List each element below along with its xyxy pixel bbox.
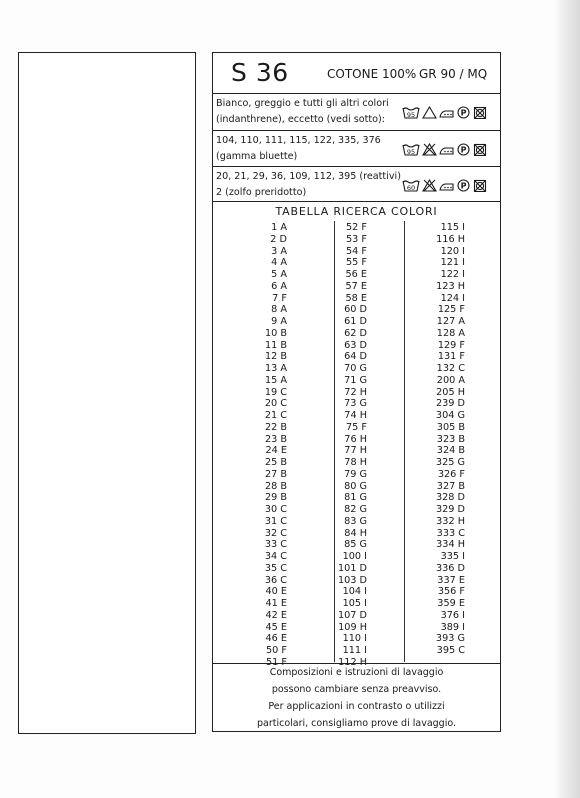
color-code-entry: 336 D — [435, 562, 465, 574]
color-code-entry: 53 F — [346, 233, 367, 245]
color-code-entry: 132 C — [436, 363, 465, 374]
color-code-entry: 85 G — [344, 539, 367, 551]
color-code-entry: 329 D — [435, 504, 465, 515]
color-code-entry: 337 E — [437, 574, 465, 586]
color-code-entry: 11 B — [264, 339, 287, 351]
care-line: 104, 110, 111, 115, 122, 335, 376 — [216, 135, 381, 146]
color-code-entry: 323 B — [436, 433, 465, 445]
color-code-entry: 4 A — [271, 257, 287, 269]
color-code-entry: 2 D — [270, 233, 287, 245]
color-code-entry: 5 A — [271, 269, 287, 280]
color-code-entry: 389 I — [440, 621, 465, 633]
care-row-1 — [213, 94, 500, 131]
color-column-2 — [313, 222, 367, 669]
color-code-entry: 376 I — [440, 609, 465, 621]
svg-text:P: P — [460, 181, 467, 191]
dry-clean-p-icon — [456, 179, 471, 192]
color-column-1 — [227, 222, 287, 669]
color-code-entry: 335 I — [440, 551, 465, 562]
color-code-entry: 104 I — [342, 586, 367, 598]
color-code-entry: 76 H — [344, 433, 367, 445]
color-code-entry: 333 C — [436, 527, 465, 539]
color-code-entry: 34 C — [264, 551, 287, 562]
iron-icon — [439, 143, 454, 156]
color-code-entry: 115 I — [440, 222, 465, 233]
fabric-code: S 36 — [231, 58, 289, 87]
fabric-composition: COTONE 100% — [327, 67, 417, 81]
color-table-title: TABELLA RICERCA COLORI — [275, 205, 438, 218]
color-code-entry: 29 B — [264, 492, 287, 504]
color-lookup-table — [213, 202, 500, 668]
care-symbols-2 — [402, 143, 488, 156]
color-code-entry: 239 D — [435, 398, 465, 410]
color-code-entry: 124 I — [440, 292, 465, 304]
color-code-entry: 7 F — [272, 292, 287, 304]
disclaimer-line: Per applicazioni in contrasto o utilizzi — [268, 701, 445, 712]
color-code-entry: 61 D — [344, 316, 367, 327]
color-code-entry: 334 H — [436, 539, 465, 551]
fabric-weight: GR 90 / MQ — [419, 67, 488, 81]
color-code-entry: 112 H — [338, 656, 367, 668]
svg-text:P: P — [460, 145, 467, 155]
color-code-entry: 19 C — [264, 386, 287, 398]
color-code-entry: 56 E — [345, 269, 367, 280]
page-edge-shadow — [554, 0, 580, 798]
color-code-entry: 356 F — [437, 586, 465, 598]
color-code-entry: 326 F — [437, 468, 465, 480]
color-code-entry: 32 C — [264, 527, 287, 539]
color-code-entry: 110 I — [342, 633, 367, 645]
dry-clean-p-icon — [456, 143, 471, 156]
color-code-entry: 305 B — [436, 421, 465, 433]
color-code-entry: 60 D — [344, 304, 367, 316]
color-code-entry: 109 H — [338, 621, 367, 633]
color-code-entry: 57 E — [345, 280, 367, 292]
color-code-entry: 58 E — [345, 292, 367, 304]
care-row-3-text — [216, 169, 401, 201]
color-code-entry: 55 F — [346, 257, 367, 269]
color-code-entry: 395 C — [436, 645, 465, 656]
svg-text:P: P — [460, 108, 467, 118]
color-code-entry: 123 H — [436, 280, 465, 292]
color-code-entry: 71 G — [344, 374, 367, 386]
color-code-entry: 20 C — [264, 398, 287, 410]
color-code-entry: 33 C — [264, 539, 287, 551]
color-code-entry: 51 F — [266, 656, 287, 668]
color-code-entry: 23 B — [264, 433, 287, 445]
color-code-entry: 103 D — [337, 574, 367, 586]
disclaimer-line: Composizioni e istruzioni di lavaggio — [269, 667, 444, 678]
color-code-entry: 52 F — [346, 222, 367, 233]
card-header — [213, 53, 500, 94]
color-code-entry: 359 E — [437, 598, 465, 609]
color-code-entry: 8 A — [271, 304, 287, 316]
no-bleach-icon — [422, 179, 437, 192]
no-bleach-icon — [422, 143, 437, 156]
color-code-entry: 325 G — [435, 457, 465, 468]
color-code-entry: 54 F — [346, 245, 367, 257]
svg-text:95: 95 — [406, 148, 416, 156]
care-row-1-text — [216, 96, 389, 128]
iron-icon — [439, 179, 454, 192]
color-code-entry: 42 E — [265, 609, 287, 621]
color-column-3 — [403, 222, 465, 657]
svg-text:95: 95 — [406, 111, 416, 119]
color-code-entry: 36 C — [264, 574, 287, 586]
disclaimer-footer — [213, 664, 500, 732]
color-code-entry: 125 F — [437, 304, 465, 316]
no-tumble-dry-icon — [473, 179, 488, 192]
care-line: (indanthrene), eccetto (vedi sotto): — [216, 114, 386, 125]
color-code-entry: 10 B — [264, 327, 287, 339]
care-symbols-3 — [402, 179, 488, 192]
color-code-entry: 332 H — [436, 515, 465, 527]
color-code-entry: 81 G — [344, 492, 367, 504]
color-code-entry: 304 G — [435, 410, 465, 421]
color-code-entry: 200 A — [436, 374, 465, 386]
care-row-2-text — [216, 133, 381, 165]
color-code-entry: 21 C — [264, 410, 287, 421]
color-code-entry: 393 G — [435, 633, 465, 645]
color-code-entry: 83 G — [344, 515, 367, 527]
color-code-entry: 41 E — [265, 598, 287, 609]
color-code-entry: 128 A — [436, 327, 465, 339]
color-code-entry: 30 C — [264, 504, 287, 515]
disclaimer-line: possono cambiare senza preavviso. — [271, 684, 442, 695]
color-code-entry: 127 A — [436, 316, 465, 327]
color-code-entry: 105 I — [342, 598, 367, 609]
bleach-allowed-icon — [422, 106, 437, 119]
dry-clean-p-icon — [456, 106, 471, 119]
color-code-entry: 46 E — [265, 633, 287, 645]
color-code-entry: 78 H — [344, 457, 367, 468]
wash-95-icon — [402, 106, 420, 119]
color-code-entry: 120 I — [440, 245, 465, 257]
color-code-entry: 84 H — [344, 527, 367, 539]
color-code-entry: 28 B — [264, 480, 287, 492]
fabric-spec-card — [212, 52, 501, 732]
color-code-entry: 205 H — [436, 386, 465, 398]
color-code-entry: 63 D — [344, 339, 367, 351]
color-code-entry: 327 B — [436, 480, 465, 492]
care-line: Bianco, greggio e tutti gli altri colori — [216, 98, 389, 109]
care-line: 2 (zolfo preridotto) — [216, 187, 307, 198]
color-code-entry: 111 I — [342, 645, 367, 656]
color-code-entry: 22 B — [264, 421, 287, 433]
color-code-entry: 74 H — [344, 410, 367, 421]
color-code-entry: 80 G — [344, 480, 367, 492]
wash-95-icon — [402, 143, 420, 156]
care-symbols-1 — [402, 106, 488, 119]
no-tumble-dry-icon — [473, 106, 488, 119]
color-code-entry: 13 A — [264, 363, 287, 374]
color-code-entry: 121 I — [440, 257, 465, 269]
color-code-entry: 122 I — [440, 269, 465, 280]
color-code-entry: 9 A — [271, 316, 287, 327]
left-blank-panel — [18, 52, 196, 734]
color-code-entry: 79 G — [344, 468, 367, 480]
color-code-entry: 3 A — [271, 245, 287, 257]
color-code-entry: 70 G — [344, 363, 367, 374]
color-code-entry: 50 F — [266, 645, 287, 656]
wash-60-icon — [402, 179, 420, 192]
color-code-entry: 72 H — [344, 386, 367, 398]
color-code-entry: 12 B — [264, 351, 287, 363]
color-code-entry: 131 F — [437, 351, 465, 363]
color-code-entry: 64 D — [344, 351, 367, 363]
color-code-entry: 25 B — [264, 457, 287, 468]
color-code-entry: 6 A — [271, 280, 287, 292]
iron-icon — [439, 106, 454, 119]
color-code-entry: 15 A — [264, 374, 287, 386]
color-code-entry: 77 H — [344, 445, 367, 457]
color-code-entry: 24 E — [265, 445, 287, 457]
no-tumble-dry-icon — [473, 143, 488, 156]
color-code-entry: 100 I — [342, 551, 367, 562]
color-code-entry: 107 D — [337, 609, 367, 621]
care-line: 20, 21, 29, 36, 109, 112, 395 (reattivi) — [216, 171, 401, 182]
care-row-2 — [213, 131, 500, 167]
color-code-entry: 31 C — [264, 515, 287, 527]
color-code-entry: 75 F — [346, 421, 367, 433]
care-line: (gamma bluette) — [216, 151, 298, 162]
color-code-entry: 27 B — [264, 468, 287, 480]
color-code-entry: 101 D — [337, 562, 367, 574]
color-code-entry: 116 H — [436, 233, 465, 245]
color-code-entry: 328 D — [435, 492, 465, 504]
color-code-entry: 45 E — [265, 621, 287, 633]
color-code-entry: 82 G — [344, 504, 367, 515]
color-code-entry: 129 F — [437, 339, 465, 351]
disclaimer-line: particolari, consigliamo prove di lavaggio. — [256, 718, 457, 729]
color-code-entry: 62 D — [344, 327, 367, 339]
color-code-entry: 35 C — [264, 562, 287, 574]
care-row-3 — [213, 167, 500, 202]
color-code-entry: 40 E — [265, 586, 287, 598]
color-code-entry: 324 B — [436, 445, 465, 457]
svg-text:60: 60 — [406, 184, 416, 192]
color-code-entry: 73 G — [344, 398, 367, 410]
color-code-entry: 1 A — [271, 222, 287, 233]
